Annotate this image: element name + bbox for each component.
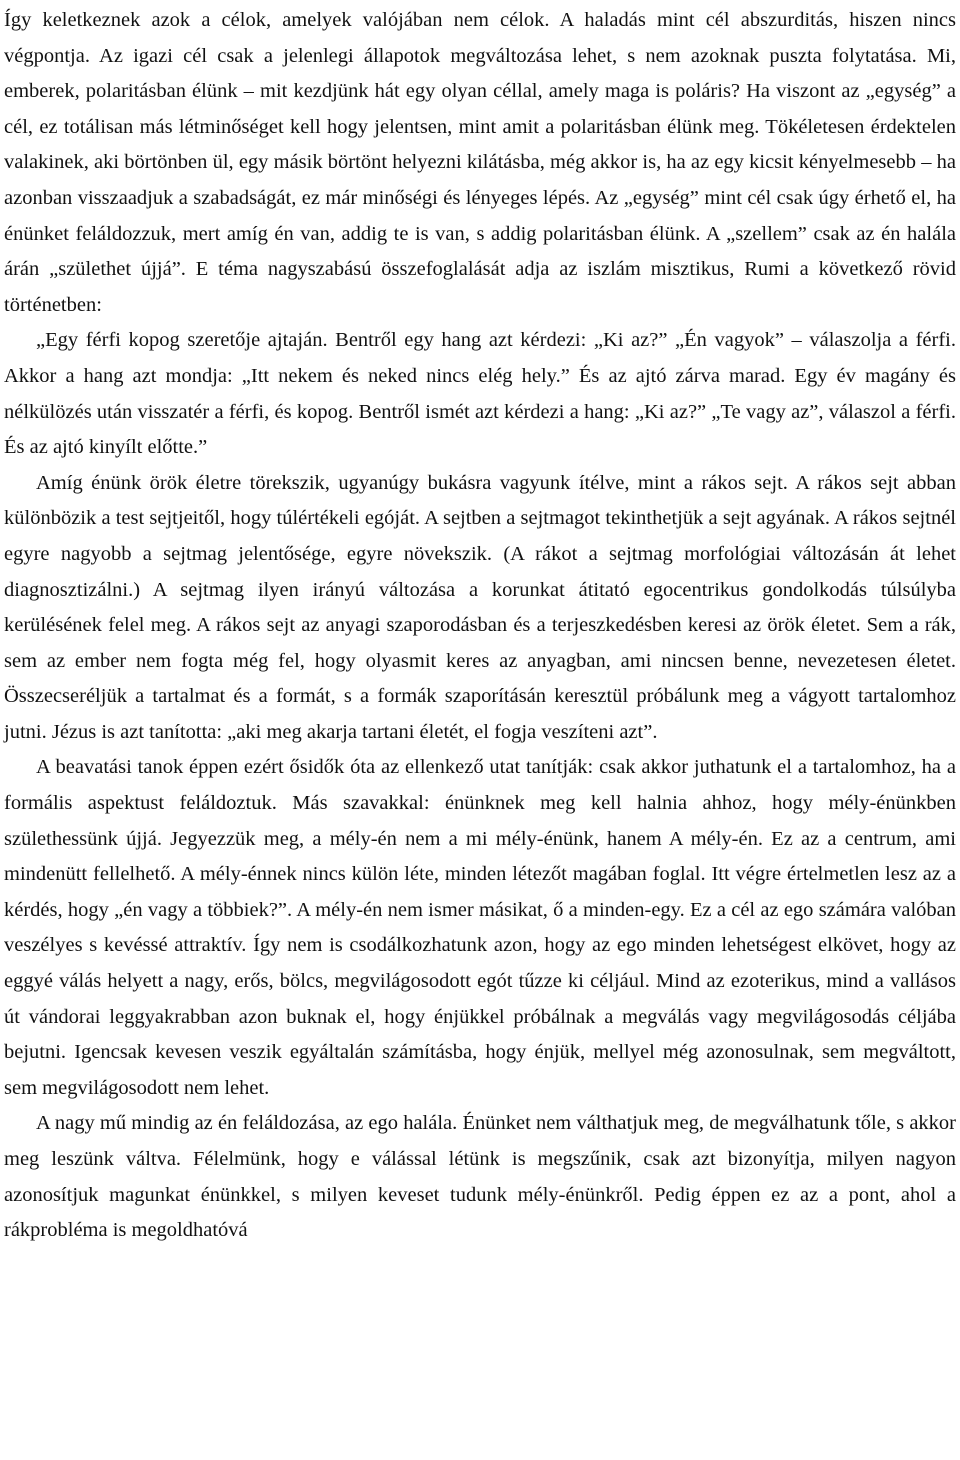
paragraph-initiation: A beavatási tanok éppen ezért ősidők óta az ellenkező utat tanítják: csak akkor juthatunk el a tartalomhoz, ha a formális aspektust feláldoztuk. Más szavakkal: énünknek meg kell halnia ahhoz, hogy mély-énünkben születhessünk újjá. Jegyezzük meg, a mély-én nem a mi mély-énünk, hanem A mély-én. Ez az a centrum, ami mindenütt fellelhető. A mély-énnek nincs külön léte, minden létezőt magában foglal. Itt végre értelmetlen lesz az a kérdés, hogy „én vagy a többiek?”. A mély-én nem ismer másikat, ő a minden-egy. Ez a cél az ego számára valóban veszélyes s kevéssé attraktív. Így nem is csodálkozhatunk azon, hogy az ego minden lehetségest elkövet, hogy az eggyé válás helyett a nagy, erős, bölcs, megvilágosodott egót tűzze ki céljául. Mind az ezoterikus, mind a vallásos út vándorai leggyakrabban azon buknak el, hogy énjükkel próbálnak a megválás vagy megvilágosodás céljába bejutni. Igencsak kevesen veszik egyáltalán számításba, hogy énjük, mellyel még azonosulnak, sem megváltott, sem megvilágosodott nem lehet. — [4, 756, 956, 1099]
paragraph-great-work: A nagy mű mindig az én feláldozása, az ego halála. Énünket nem válthatjuk meg, de megválhatunk tőle, s akkor meg leszünk váltva. Félelmünk, hogy e válással létünk is megszűnik, csak azt bizonyítja, milyen nagyon azonosítjuk magunkat énünkkel, s milyen keveset tudunk mély-énünkről. Pedig éppen ez az a pont, ahol a rákprobléma is megoldhatóvá — [4, 1112, 956, 1242]
paragraph-rumi-story: „Egy férfi kopog szeretője ajtaján. Bentről egy hang azt kérdezi: „Ki az?” „Én vagyok” – válaszolja a férfi. Akkor a hang azt mondja: „Itt nekem és neked nincs elég hely.” És az ajtó zárva marad. Egy év magány és nélkülözés után visszatér a férfi, és kopog. Bentről ismét azt kérdezi a hang: „Ki az?” „Te vagy az”, válaszol a férfi. És az ajtó kinyílt előtte.” — [4, 329, 956, 459]
paragraph-1: Így keletkeznek azok a célok, amelyek valójában nem célok. A haladás mint cél abszurditás, hiszen nincs végpontja. Az igazi cél csak a jelenlegi állapotok megváltozása lehet, s nem azoknak puszta folytatása. Mi, emberek, polaritásban élünk – mit kezdjünk hát egy olyan céllal, amely maga is poláris? Ha viszont az „egység” a cél, ez totálisan más létminőséget kell hogy jelentsen, mint amit a polaritásban élünk meg. Tökéletesen érdektelen valakinek, aki börtönben ül, egy másik börtönt helyezni kilátásba, még akkor is, ha az egy kicsit kényelmesebb – ha azonban visszaadjuk a szabadságát, ez már minőségi és lényeges lépés. Az „egység” mint cél csak úgy érhető el, ha énünket feláldozzuk, mert amíg én van, addig te is van, s addig polaritásban élünk. A „szellem” csak az én halála árán „születhet újjá”. E téma nagyszabású összefoglalását adja az iszlám misztikus, Rumi a következő rövid történetben: — [4, 9, 956, 316]
paragraph-cancer-cell: Amíg énünk örök életre törekszik, ugyanúgy bukásra vagyunk ítélve, mint a rákos sejt. A rákos sejt abban különbözik a test sejtjeitől, hogy túlértékeli egóját. A sejtben a sejtmagot tekinthetjük a sejt agyának. A rákos sejtnél egyre nagyobb a sejtmag jelentősége, egyre növekszik. (A rákot a sejtmag morfológiai változásán át lehet diagnosztizálni.) A sejtmag ilyen irányú változása a korunkat átitató egocentrikus gondolkodás túlsúlyba kerülésének felel meg. A rákos sejt az anyagi szaporodásban és a terjeszkedésben keresi az örök életet. Sem a rák, sem az ember nem fogta még fel, hogy olyasmit keres az anyagban, ami nincsen benne, nevezetesen életet. Összecseréljük a tartalmat és a formát, s a formák szaporításán keresztül próbálunk meg a vágyott tartalomhoz jutni. Jézus is azt tanította: „aki meg akarja tartani életét, el fogja veszíteni azt”. — [4, 471, 956, 743]
